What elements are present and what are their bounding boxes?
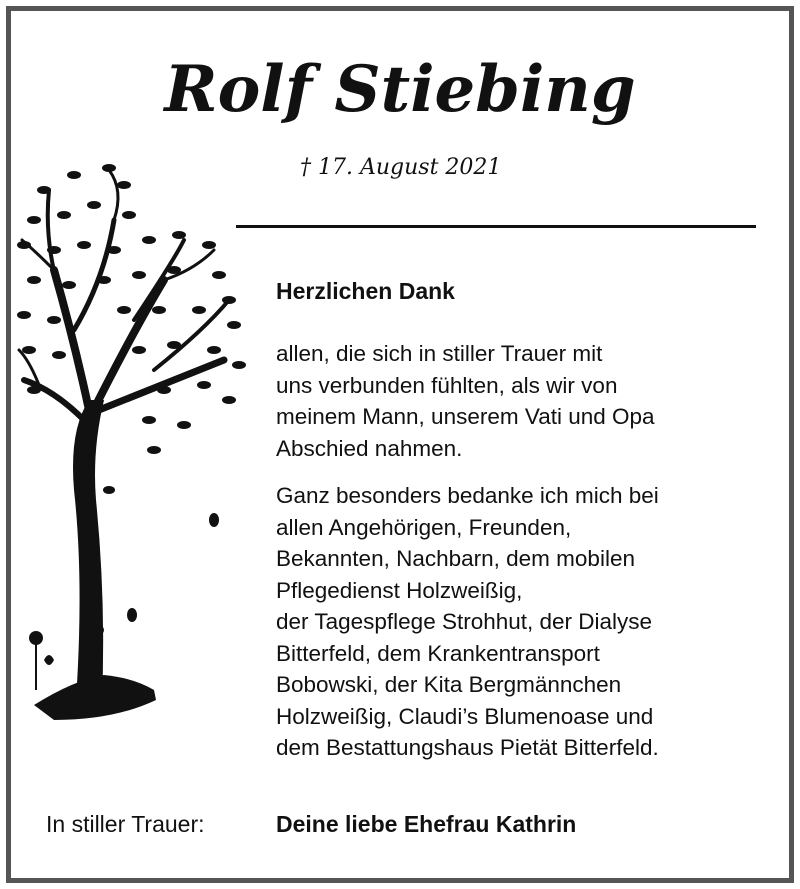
text-line: dem Bestattungshaus Pietät Bitterfeld.	[276, 735, 659, 760]
text-line: uns verbunden fühlten, als wir von	[276, 372, 618, 398]
thanks-heading: Herzlichen Dank	[276, 278, 455, 304]
text-line: allen, die sich in stiller Trauer mit	[276, 341, 603, 366]
thanks-paragraph-1	[276, 338, 655, 464]
text-line: meinem Mann, unserem Vati und Opa	[276, 404, 655, 429]
text-line: allen Angehörigen, Freunden,	[276, 514, 572, 540]
text-line: Bitterfeld, dem Krankentransport	[276, 640, 600, 666]
signature-label: In stiller Trauer:	[46, 811, 205, 837]
text-line: Holzweißig, Claudi’s Blumenoase und	[276, 703, 654, 729]
text-line: Ganz besonders bedanke ich mich bei	[276, 483, 659, 508]
text-line: Abschied nahmen.	[276, 435, 463, 461]
signature-name: Deine liebe Ehefrau Kathrin	[276, 811, 577, 837]
deceased-name: Rolf Stiebing	[164, 52, 636, 127]
text-line: der Tagespflege Strohhut, der Dialyse	[276, 609, 653, 634]
thanks-paragraph-2	[276, 480, 659, 764]
tree-icon	[14, 160, 246, 735]
text-line: Bobowski, der Kita Bergmännchen	[276, 672, 622, 697]
text-line: Pflegedienst Holzweißig,	[276, 577, 523, 603]
divider-line	[236, 225, 756, 228]
death-date: † 17. August 2021	[300, 155, 502, 180]
text-line: Bekannten, Nachbarn, dem mobilen	[276, 546, 635, 571]
